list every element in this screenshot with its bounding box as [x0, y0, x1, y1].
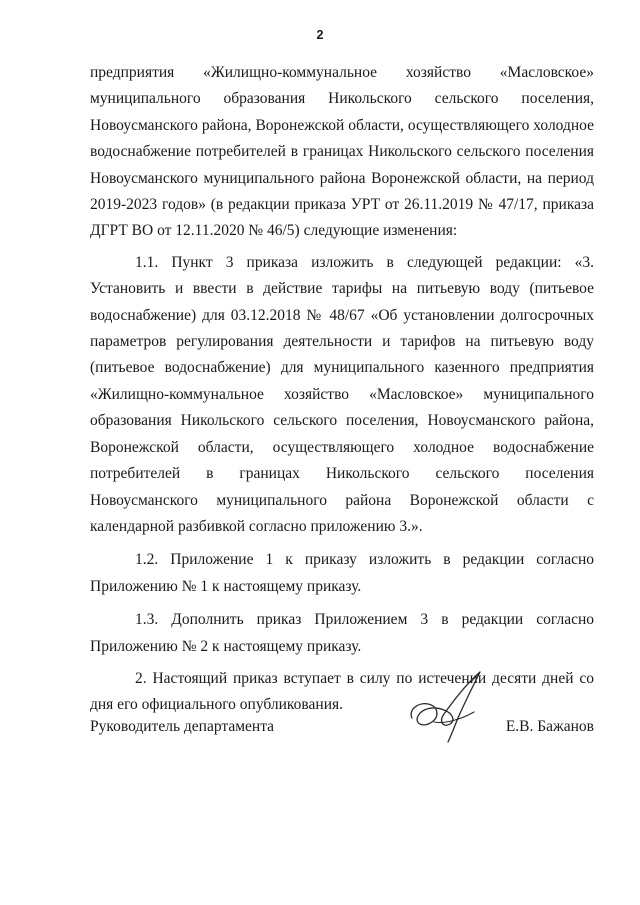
paragraph-item-2: 2. Настоящий приказ вступает в силу по истечении десяти дней со дня его официального опубликования. — [90, 669, 594, 714]
paragraph-item-1-1: 1.1. Пункт 3 приказа изложить в следующей редакции: «3. Установить и ввести в действие тарифы на питьевую воду (питьевое водоснабжение) для 03.12.2018 № 48/67 «Об установлении долгосрочных параметров регулирования деятельности и тарифов на питьевую воду (питьевое водоснабжение) для муниципального казенного предприятия «Жилищно-коммунальное хозяйство «Масловское» муниципального образования Никольского сельского поселения, Новоусманского района, Воронежской области, осуществляющего холодное водоснабжение потребителей в границах Никольского сельского поселения Новоусманского муниципального района Воронежской области с календарной разбивкой согласно приложению 3.». — [90, 253, 594, 535]
signer-name: Е.В. Бажанов — [505, 718, 594, 735]
page-number: 2 — [316, 28, 324, 42]
document-body — [90, 60, 594, 719]
signer-position: Руководитель департамента — [90, 718, 275, 735]
paragraph-continuation: предприятия «Жилищно-коммунальное хозяйство «Масловское» муниципального образования Никольского сельского поселения, Новоусманского района, Воронежской области, осуществляющего холодное водоснабжение потребителей в границах Никольского сельского поселения Новоусманского муниципального района Воронежской области, на период 2019-2023 годов» (в редакции приказа УРТ от 26.11.2019 № 47/17, приказа ДГРТ ВО от 12.11.2020 № 46/5) следующие изменения: — [90, 64, 594, 240]
signature-block — [90, 718, 594, 742]
paragraph-item-1-2: 1.2. Приложение 1 к приказу изложить в редакции согласно Приложению № 1 к настоящему приказу. — [90, 551, 594, 595]
paragraph-item-1-3: 1.3. Дополнить приказ Приложением 3 в редакции согласно Приложению № 2 к настоящему приказу. — [90, 611, 594, 655]
